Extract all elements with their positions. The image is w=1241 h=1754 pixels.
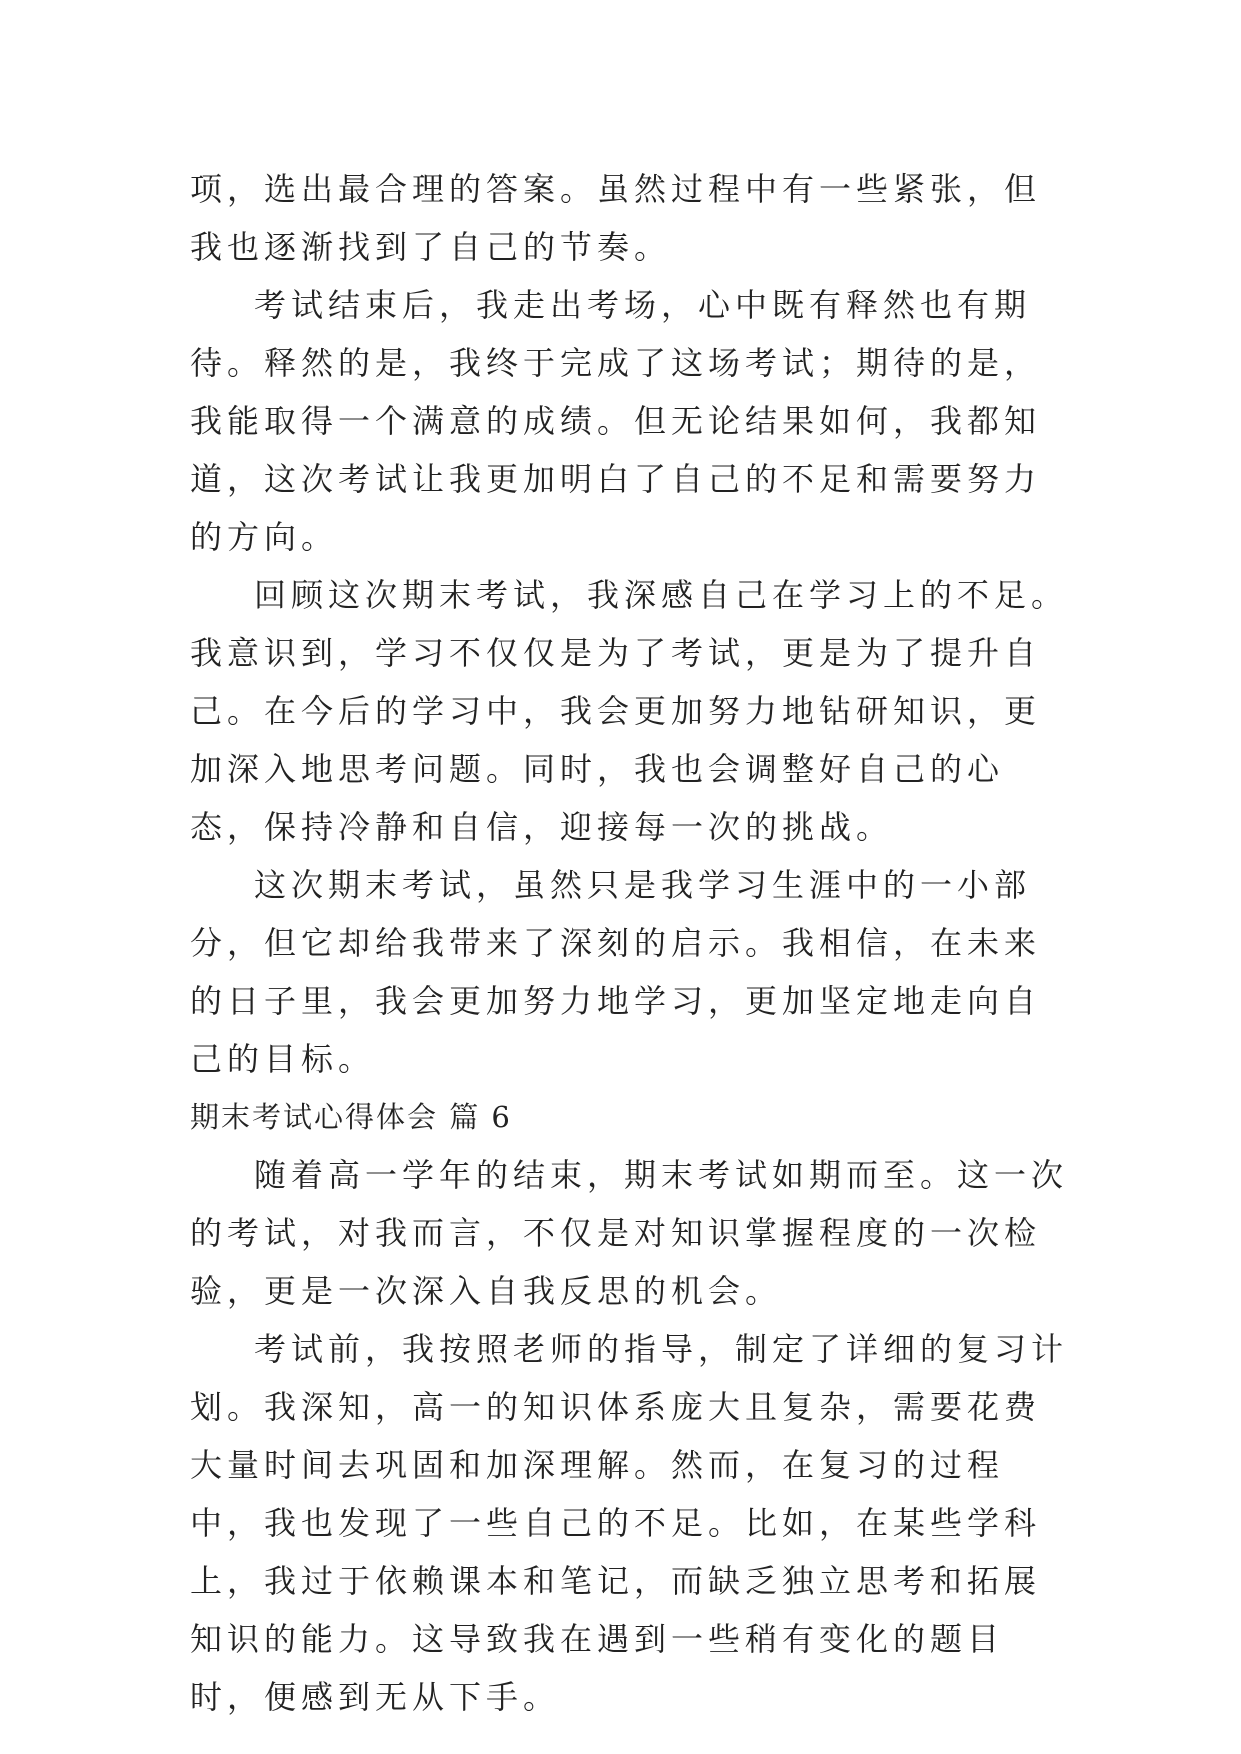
document-body [190,160,1070,1726]
paragraph-conclusion: 这次期末考试，虽然只是我学习生涯中的一小部分，但它却给我带来了深刻的启示。我相信，在未来的日子里，我会更加努力地学习，更加坚定地走向自己的目标。 [190,866,1042,1078]
paragraph-continued: 项，选出最合理的答案。虽然过程中有一些紧张，但我也逐渐找到了自己的节奏。 [190,170,1042,266]
paragraph-intro: 随着高一学年的结束，期末考试如期而至。这一次的考试，对我而言，不仅是对知识掌握程度的一次检验，更是一次深入自我反思的机会。 [190,1156,1069,1310]
section-heading: 期末考试心得体会 篇 6 [190,1100,512,1134]
paragraph-preparation: 考试前，我按照老师的指导，制定了详细的复习计划。我深知，高一的知识体系庞大且复杂，需要花费大量时间去巩固和加深理解。然而，在复习的过程中，我也发现了一些自己的不足。比如，在某些学科上，我过于依赖课本和笔记，而缺乏独立思考和拓展知识的能力。这导致我在遇到一些稍有变化的题目时，便感到无从下手。 [190,1330,1069,1716]
paragraph-review: 回顾这次期末考试，我深感自己在学习上的不足。我意识到，学习不仅仅是为了考试，更是为了提升自己。在今后的学习中，我会更加努力地钻研知识，更加深入地思考问题。同时，我也会调整好自己的心态，保持冷静和自信，迎接每一次的挑战。 [190,576,1069,846]
paragraph-after-exam: 考试结束后，我走出考场，心中既有释然也有期待。释然的是，我终于完成了这场考试；期待的是，我能取得一个满意的成绩。但无论结果如何，我都知道，这次考试让我更加明白了自己的不足和需要努力的方向。 [190,286,1042,556]
